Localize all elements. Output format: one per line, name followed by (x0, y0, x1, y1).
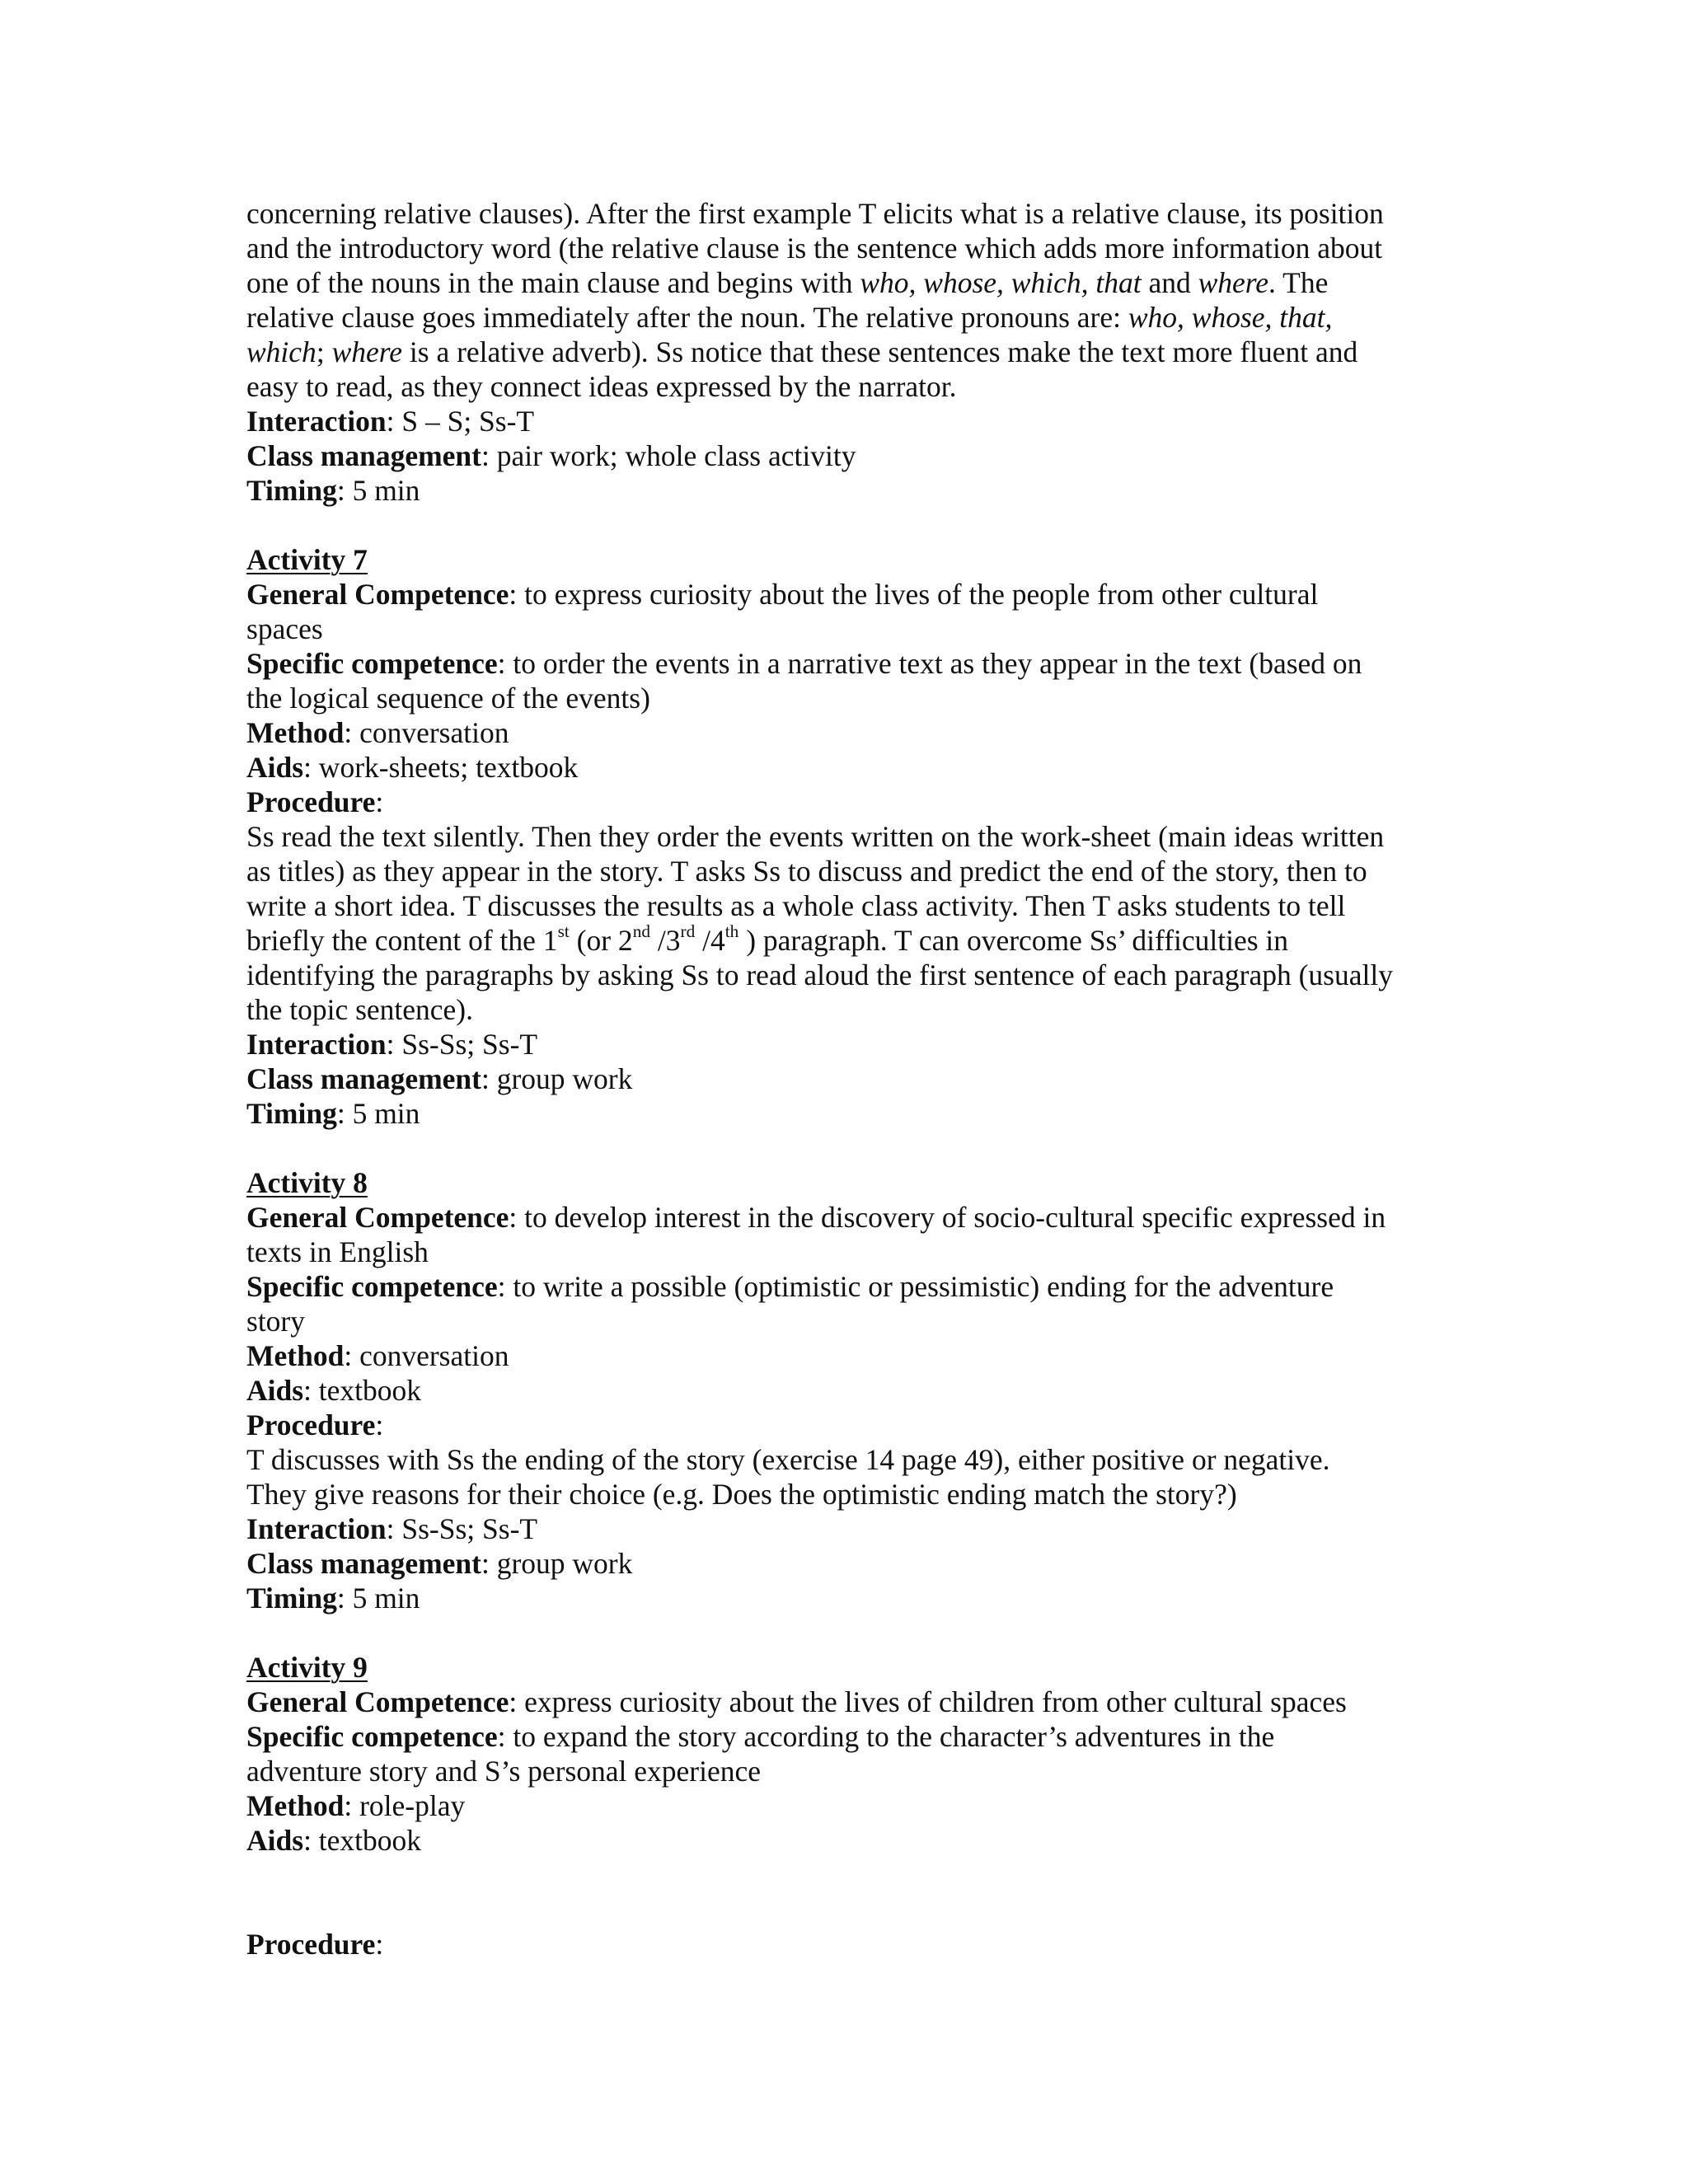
intro-text: and (1141, 266, 1198, 299)
a8-procedure-line-1: T discusses with Ss the ending of the story (exercise 14 page 49), either positive or negative. (246, 1443, 1330, 1476)
a9-specific-competence (246, 1719, 1442, 1754)
intro-text: one of the nouns in the main clause and begins with (246, 266, 860, 299)
procedure-text: /4 (695, 924, 725, 957)
specific-competence-label: Specific competence (246, 1720, 498, 1753)
a7-procedure-line-2: as titles) as they appear in the story. T asks Ss to discuss and predict the end of the story, then to (246, 855, 1367, 888)
a7-specific-competence-cont: the logical sequence of the events) (246, 682, 650, 715)
spacer (246, 1615, 1442, 1650)
aids-label: Aids (246, 1374, 304, 1407)
method-value: : conversation (344, 1339, 509, 1372)
aids-value: : textbook (303, 1374, 422, 1407)
a8-procedure-line-2: They give reasons for their choice (e.g. Does the optimistic ending match the story?) (246, 1478, 1237, 1511)
a7-procedure-line-4 (246, 923, 1442, 958)
procedure-label: Procedure (246, 1928, 376, 1961)
a7-procedure-line-1: Ss read the text silently. Then they order the events written on the work-sheet (main ideas written (246, 820, 1385, 853)
aids-value: : work-sheets; textbook (303, 751, 579, 784)
timing-label: Timing (246, 1097, 337, 1130)
procedure-text: ) paragraph. T can overcome Ss’ difficulties in (738, 924, 1289, 957)
method-label: Method (246, 716, 345, 749)
procedure-colon: : (375, 785, 384, 818)
italic-which: which (246, 335, 316, 368)
ordinal-suffix: th (724, 921, 739, 942)
general-competence-value: : express curiosity about the lives of children from other cultural spaces (509, 1685, 1347, 1718)
interaction-value: : S – S; Ss-T (386, 405, 535, 438)
interaction-label: Interaction (246, 405, 387, 438)
intro-interaction (246, 404, 1442, 438)
a8-general-competence (246, 1200, 1442, 1235)
class-management-label: Class management (246, 1547, 481, 1580)
a8-specific-competence-cont: story (246, 1305, 305, 1338)
procedure-text: (or 2 (569, 924, 633, 957)
interaction-label: Interaction (246, 1028, 387, 1061)
document-body (246, 196, 1442, 1961)
specific-competence-label: Specific competence (246, 1270, 498, 1303)
a7-specific-competence (246, 646, 1442, 681)
a8-specific-competence (246, 1269, 1442, 1304)
procedure-label: Procedure (246, 1408, 376, 1441)
timing-label: Timing (246, 1582, 337, 1615)
aids-value: : textbook (303, 1824, 422, 1857)
a9-method (246, 1788, 1442, 1823)
a8-method (246, 1338, 1442, 1373)
a7-general-competence (246, 577, 1442, 612)
a7-general-competence-cont: spaces (246, 612, 323, 645)
spacer (246, 1131, 1442, 1165)
intro-text: is a relative adverb). Ss notice that these sentences make the text more fluent and (402, 335, 1358, 368)
aids-label: Aids (246, 751, 304, 784)
timing-value: : 5 min (336, 474, 420, 507)
procedure-colon: : (375, 1408, 384, 1441)
intro-line-6: easy to read, as they connect ideas expressed by the narrator. (246, 370, 957, 403)
specific-competence-label: Specific competence (246, 647, 498, 680)
specific-competence-value: : to expand the story according to the character’s adventures in the (497, 1720, 1275, 1753)
intro-text: relative clause goes immediately after the noun. The relative pronouns are: (246, 301, 1128, 334)
a7-interaction (246, 1027, 1442, 1062)
procedure-text: briefly the content of the 1 (246, 924, 558, 957)
class-management-value: : pair work; whole class activity (481, 439, 856, 472)
method-label: Method (246, 1339, 345, 1372)
a8-general-competence-cont: texts in English (246, 1235, 429, 1268)
a8-procedure (246, 1408, 1442, 1442)
intro-line-5 (246, 335, 1442, 369)
activity-heading: Activity 9 (246, 1651, 368, 1684)
intro-line-1: concerning relative clauses). After the first example T elicits what is a relative clause, its position (246, 197, 1384, 230)
intro-timing (246, 473, 1442, 508)
specific-competence-value: : to write a possible (optimistic or pessimistic) ending for the adventure (497, 1270, 1334, 1303)
a9-aids (246, 1823, 1442, 1858)
a9-procedure (246, 1927, 1442, 1961)
a8-aids (246, 1373, 1442, 1408)
specific-competence-value: : to order the events in a narrative text as they appear in the text (based on (497, 647, 1362, 680)
ordinal-suffix: nd (632, 921, 650, 942)
activity-heading: Activity 7 (246, 543, 368, 576)
general-competence-label: General Competence (246, 1201, 509, 1234)
class-management-label: Class management (246, 1062, 481, 1095)
a7-procedure-line-6: the topic sentence). (246, 993, 474, 1026)
activity-9-heading (246, 1650, 1442, 1685)
a8-interaction (246, 1511, 1442, 1546)
intro-text: . The (1268, 266, 1329, 299)
a9-specific-competence-cont: adventure story and S’s personal experience (246, 1755, 761, 1788)
general-competence-value: : to develop interest in the discovery of socio-cultural specific expressed in (509, 1201, 1386, 1234)
a7-method (246, 715, 1442, 750)
method-value: : role-play (344, 1789, 466, 1822)
a7-aids (246, 750, 1442, 785)
general-competence-label: General Competence (246, 1685, 509, 1718)
timing-value: : 5 min (336, 1097, 420, 1130)
intro-line-2: and the introductory word (the relative clause is the sentence which adds more information about (246, 232, 1383, 265)
a9-general-competence (246, 1685, 1442, 1719)
intro-class-management (246, 438, 1442, 473)
procedure-colon: : (375, 1928, 384, 1961)
class-management-value: : group work (481, 1062, 633, 1095)
italic-where: where (331, 335, 403, 368)
intro-text: ; (316, 335, 332, 368)
timing-value: : 5 min (336, 1582, 420, 1615)
activity-7-heading (246, 542, 1442, 577)
interaction-value: : Ss-Ss; Ss-T (386, 1028, 538, 1061)
intro-line-3 (246, 265, 1442, 300)
timing-label: Timing (246, 474, 337, 507)
a8-class-management (246, 1546, 1442, 1581)
italic-pronouns: who, whose, that, (1128, 301, 1333, 334)
intro-line-4 (246, 300, 1442, 335)
a7-procedure (246, 785, 1442, 819)
a8-timing (246, 1581, 1442, 1615)
activity-8-heading (246, 1165, 1442, 1200)
class-management-value: : group work (481, 1547, 633, 1580)
a7-timing (246, 1096, 1442, 1131)
a7-procedure-line-3: write a short idea. T discusses the results as a whole class activity. Then T asks students to tell (246, 889, 1346, 922)
spacer (246, 1858, 1442, 1927)
ordinal-suffix: st (557, 921, 570, 942)
general-competence-label: General Competence (246, 578, 509, 611)
procedure-label: Procedure (246, 785, 376, 818)
ordinal-suffix: rd (680, 921, 696, 942)
general-competence-value: : to express curiosity about the lives of the people from other cultural (509, 578, 1319, 611)
method-label: Method (246, 1789, 345, 1822)
procedure-text: /3 (649, 924, 681, 957)
interaction-value: : Ss-Ss; Ss-T (386, 1512, 538, 1545)
method-value: : conversation (344, 716, 509, 749)
aids-label: Aids (246, 1824, 304, 1857)
italic-pronouns: who, whose, which, that (860, 266, 1142, 299)
interaction-label: Interaction (246, 1512, 387, 1545)
a7-class-management (246, 1062, 1442, 1096)
class-management-label: Class management (246, 439, 481, 472)
italic-where: where (1198, 266, 1269, 299)
a7-procedure-line-5: identifying the paragraphs by asking Ss to read aloud the first sentence of each paragraph (usually (246, 958, 1393, 991)
spacer (246, 508, 1442, 542)
activity-heading: Activity 8 (246, 1166, 368, 1199)
